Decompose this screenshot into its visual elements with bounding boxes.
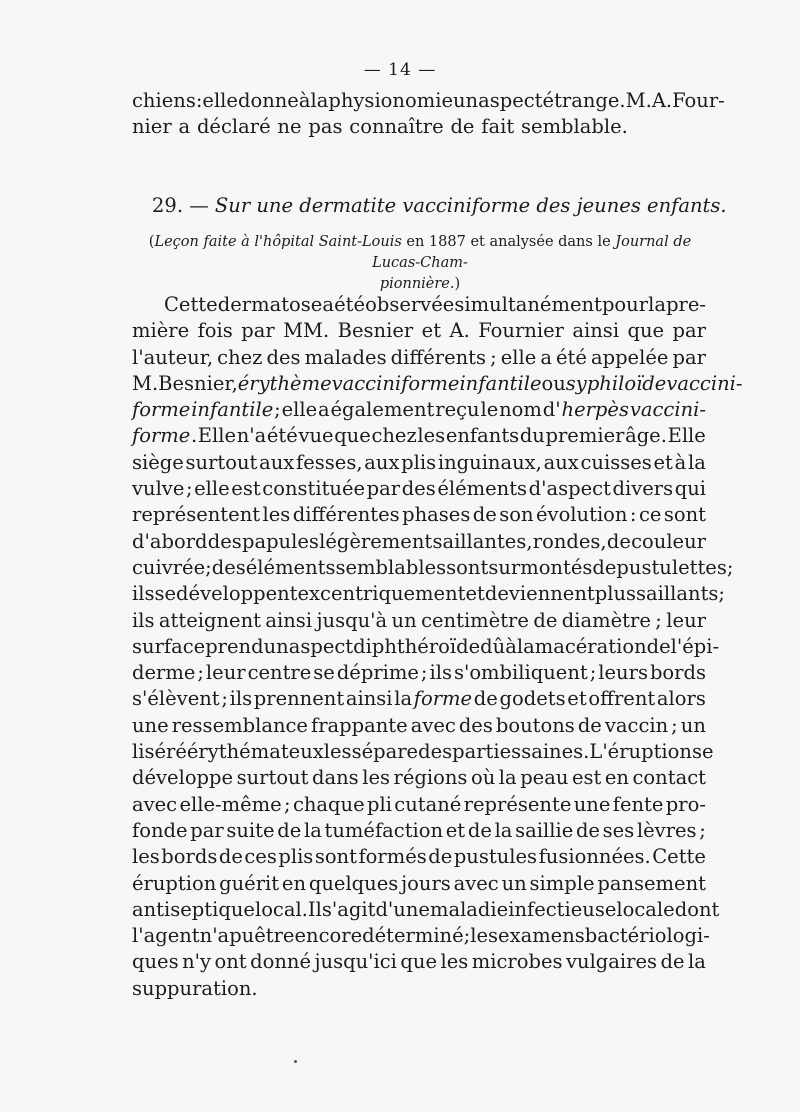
section-heading	[152, 193, 727, 219]
body-line: liséré érythémateux les sépare des parties saines. L'éruption se	[132, 740, 714, 764]
body-line: s'élèvent ; ils prennent ainsi la forme de godets et offrent alors	[132, 687, 706, 711]
intro-paragraph	[132, 88, 725, 141]
body-line: ils se développent excentriquement et deviennent plus saillants ;	[132, 582, 725, 606]
page-number: — 14 —	[363, 60, 437, 80]
reference-close-paren: )	[454, 276, 461, 292]
reference-open-paren: (	[148, 234, 155, 250]
body-line: les bords de ces plis sont formés de pustules fusionnées. Cette	[132, 845, 706, 869]
body-line: l'agent n'a pu être encore déterminé ; les examens bactériologi-	[132, 924, 710, 948]
intro-line: nier a déclaré ne pas connaître de fait semblable.	[132, 115, 628, 139]
body-line: M. Besnier, érythème vacciniforme infantile ou syphiloïde vaccini-	[132, 371, 743, 395]
print-speck	[294, 1060, 297, 1063]
body-line: ques n'y ont donné jusqu'ici que les microbes vulgaires de la	[132, 950, 706, 974]
section-dash: —	[189, 194, 209, 217]
body-line: siège surtout aux fesses, aux plis inguinaux, aux cuisses et à la	[132, 450, 706, 474]
body-line: avec elle-même ; chaque pli cutané représente une fente pro-	[132, 792, 706, 816]
body-line: surface prend un aspect diphthéroïde dû à la macération de l'épi-	[132, 634, 720, 658]
body-line: Cette dermatose a été observée simultanément pour la pre-	[164, 293, 706, 316]
intro-line: chiens : elle donne à la physionomie un aspect étrange. M. A. Four-	[132, 89, 725, 112]
body-line: éruption guérit en quelques jours avec un simple pansement	[132, 871, 706, 895]
body-line: représentent les différentes phases de son évolution : ce sont	[132, 503, 706, 527]
body-line: l'auteur, chez des malades différents ; elle a été appelée par	[132, 345, 706, 369]
body-line: une ressemblance frappante avec des boutons de vaccin ; un	[132, 713, 706, 737]
reference-lecon: Leçon faite à l'hôpital Saint-Louis	[154, 234, 402, 250]
body-line: développe surtout dans les régions où la peau est en contact	[132, 766, 706, 790]
body-line: derme ; leur centre se déprime ; ils s'ombiliquent ; leurs bords	[132, 661, 706, 685]
reference-note	[130, 232, 710, 295]
body-line: cuivrée ; des éléments semblables sont surmontés de pustulettes ;	[132, 555, 734, 579]
body-line: forme . Elle n'a été vue que chez les enfants du premier âge. Elle	[132, 424, 706, 448]
reference-journal-end: pionnière.	[379, 276, 455, 292]
body-line: forme infantile ; elle a également reçu le nom d' herpès vaccini-	[132, 398, 706, 422]
section-number: 29.	[152, 194, 184, 217]
body-line: ils atteignent ainsi jusqu'à un centimètre de diamètre ; leur	[132, 608, 706, 632]
body-line: fonde par suite de la tuméfaction et de la saillie de ses lèvres ;	[132, 818, 706, 842]
body-line: suppuration.	[132, 976, 258, 1000]
body-line: d'abord des papules légèrement saillantes, rondes, de couleur	[132, 529, 706, 553]
reference-journal: Journal de Lucas-Cham-	[372, 234, 692, 271]
body-line: antiseptique local. Il s'agit d'une maladie infectieuse locale dont	[132, 897, 720, 921]
body-line: mière fois par MM. Besnier et A. Fournier ainsi que par	[132, 319, 706, 343]
section-title: Sur une dermatite vacciniforme des jeunes enfants.	[214, 194, 727, 217]
body-paragraph	[132, 292, 743, 1002]
body-line: vulve ; elle est constituée par des éléments d'aspect divers qui	[132, 477, 706, 501]
reference-year-text: en 1887 et analysée dans le	[401, 234, 616, 250]
